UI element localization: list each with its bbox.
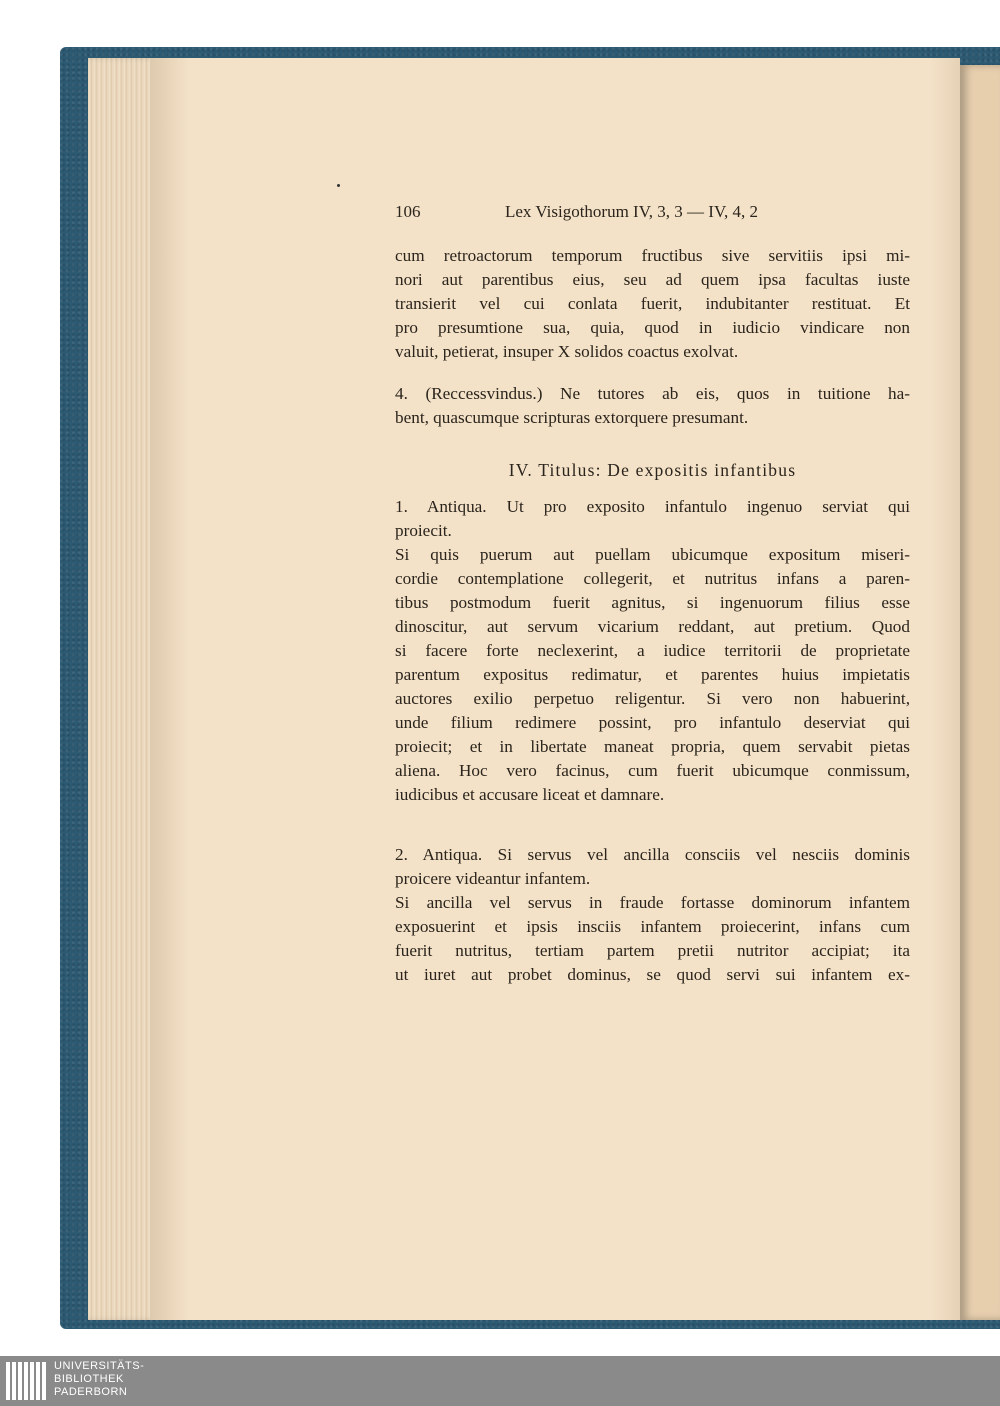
- text-line: Si quis puerum aut puellam ubicumque expositum miseri-: [395, 545, 910, 564]
- text-line: cum retroactorum temporum fructibus sive servitiis ipsi mi-: [395, 246, 910, 265]
- page-content: [395, 200, 910, 987]
- text-line: pro presumtione sua, quia, quod in iudicio vindicare non: [395, 318, 910, 337]
- law-4-paragraph: [395, 382, 910, 430]
- logo-line: BIBLIOTHEK: [54, 1373, 124, 1385]
- text-line: unde filium redimere possint, pro infantulo deserviat qui: [395, 713, 910, 732]
- text-line: Si ancilla vel servus in fraude fortasse dominorum infantem: [395, 893, 910, 912]
- text-line: proicere videantur infantem.: [395, 869, 591, 888]
- logo-line: UNIVERSITÄTS-: [54, 1360, 145, 1372]
- library-logo-text: [54, 1360, 144, 1399]
- text-line: 4. (Reccessvindus.) Ne tutores ab eis, quos in tuitione ha-: [395, 384, 910, 403]
- facing-page-edge: [960, 65, 1000, 1320]
- text-line: proiecit; et in libertate maneat propria, quem servabit pietas: [395, 737, 910, 756]
- text-line: si facere forte neclexerint, a iudice territorii de proprietate: [395, 641, 910, 660]
- text-line: ut iuret aut probet dominus, se quod servi sui infantem ex-: [395, 965, 910, 984]
- text-line: nori aut parentibus eius, seu ad quem ipsa facultas iuste: [395, 270, 910, 289]
- text-line: auctores exilio perpetuo religentur. Si vero non habuerint,: [395, 689, 910, 708]
- text-line: aliena. Hoc vero facinus, cum fuerit ubicumque conmissum,: [395, 761, 910, 780]
- ink-speck: [337, 184, 340, 187]
- text-line: bent, quascumque scripturas extorquere presumant.: [395, 408, 749, 427]
- text-line: iudicibus et accusare liceat et damnare.: [395, 785, 665, 804]
- text-line: tibus postmodum fuerit agnitus, si ingenuorum filius esse: [395, 593, 910, 612]
- text-line: 1. Antiqua. Ut pro exposito infantulo ingenuo serviat qui: [395, 497, 910, 516]
- law-1-text: [395, 543, 910, 807]
- law-2-heading: [395, 843, 910, 891]
- page-number: 106: [395, 202, 421, 221]
- paragraph-continuation: [395, 244, 910, 364]
- text-line: valuit, petierat, insuper X solidos coactus exolvat.: [395, 342, 739, 361]
- text-line: parentum expositus redimatur, et parentes huius impietatis: [395, 665, 910, 684]
- text-line: 2. Antiqua. Si servus vel ancilla consciis vel nesciis dominis: [395, 845, 910, 864]
- library-logo-icon: [6, 1362, 46, 1400]
- text-line: cordie contemplatione collegerit, et nutritus infans a paren-: [395, 569, 910, 588]
- library-footer-bar: [0, 1356, 1000, 1406]
- running-title: Lex Visigothorum IV, 3, 3 — IV, 4, 2: [505, 202, 759, 221]
- text-line: fuerit nutritus, tertiam partem pretii nutritor accipiat; ita: [395, 941, 910, 960]
- text-line: dinoscitur, aut servum vicarium reddant, aut pretium. Quod: [395, 617, 910, 636]
- law-2-text: [395, 891, 910, 987]
- logo-line: PADERBORN: [54, 1386, 128, 1398]
- text-line: transierit vel cui conlata fuerit, indubitanter restituat. Et: [395, 294, 910, 313]
- section-title: IV. Titulus: De expositis infantibus: [508, 460, 797, 480]
- text-line: proiecit.: [395, 521, 452, 540]
- running-header: [395, 200, 910, 224]
- text-line: exposuerint et ipsis insciis infantem proiecerint, infans cum: [395, 917, 910, 936]
- law-1-heading: [395, 495, 910, 543]
